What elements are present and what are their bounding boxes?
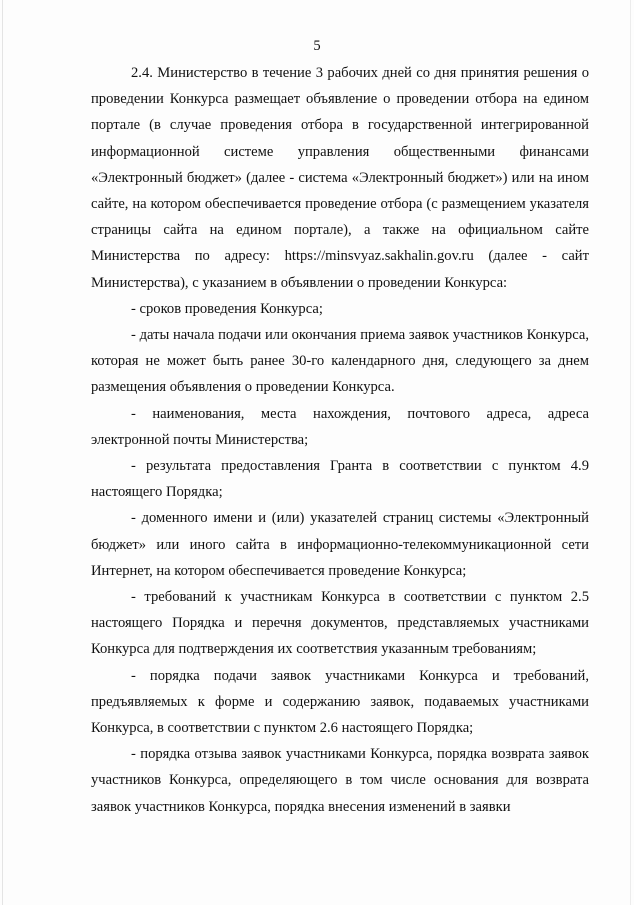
scan-edge-left	[2, 0, 3, 905]
list-item-deadlines: - сроков проведения Конкурса;	[131, 300, 323, 317]
scan-edge-right	[630, 0, 631, 905]
document-body	[91, 60, 589, 820]
list-item-application-dates: - даты начала подачи или окончания приема заявок участников Конкурса, которая не может быть ранее 30-го календарного дня, следующего за днем размещения объявления о проведении Конкурса.	[91, 327, 589, 396]
list-item-grant-result: - результата предоставления Гранта в соответствии с пунктом 4.9 настоящего Порядка;	[91, 458, 589, 501]
list-item-participant-requirements: - требований к участникам Конкурса в соответствии с пунктом 2.5 настоящего Порядка и перечня документов, представляемых участниками Конкурса для подтверждения их соответствия указанным требованиям;	[91, 589, 589, 658]
list-item-withdrawal-procedure: - порядка отзыва заявок участниками Конкурса, порядка возврата заявок участников Конкурса, определяющего в том числе основания для возврата заявок участников Конкурса, порядка внесения изменений в заявки	[91, 746, 589, 815]
list-item-submission-procedure: - порядка подачи заявок участниками Конкурса и требований, предъявляемых к форме и содержанию заявок, подаваемых участниками Конкурса, в соответствии с пунктом 2.6 настоящего Порядка;	[91, 667, 589, 737]
list-item-domain-name: - доменного имени и (или) указателей страниц системы «Электронный бюджет» или иного сайта в информационно-телекоммуникационной сети Интернет, на котором обеспечивается проведение Конкурса;	[91, 510, 589, 579]
paragraph-2-4: 2.4. Министерство в течение 3 рабочих дней со дня принятия решения о проведении Конкурса размещает объявление о проведении отбора на едином портале (в случае проведения отбора в государственной интегрированной информационной системе управления общественными финансами «Электронный бюджет» (далее - система «Электронный бюджет») или на ином сайте, на котором обеспечивается проведение отбора (с размещением указателя страницы сайта на едином портале), а также на официальном сайте Министерства по адресу: https://minsvyaz.sakhalin.gov.ru (далее - сайт Министерства), с указанием в объявлении о проведении Конкурса:	[91, 65, 589, 291]
page-number: 5	[313, 38, 321, 54]
list-item-ministry-contacts: - наименования, места нахождения, почтового адреса, адреса электронной почты Министерства;	[91, 405, 589, 448]
